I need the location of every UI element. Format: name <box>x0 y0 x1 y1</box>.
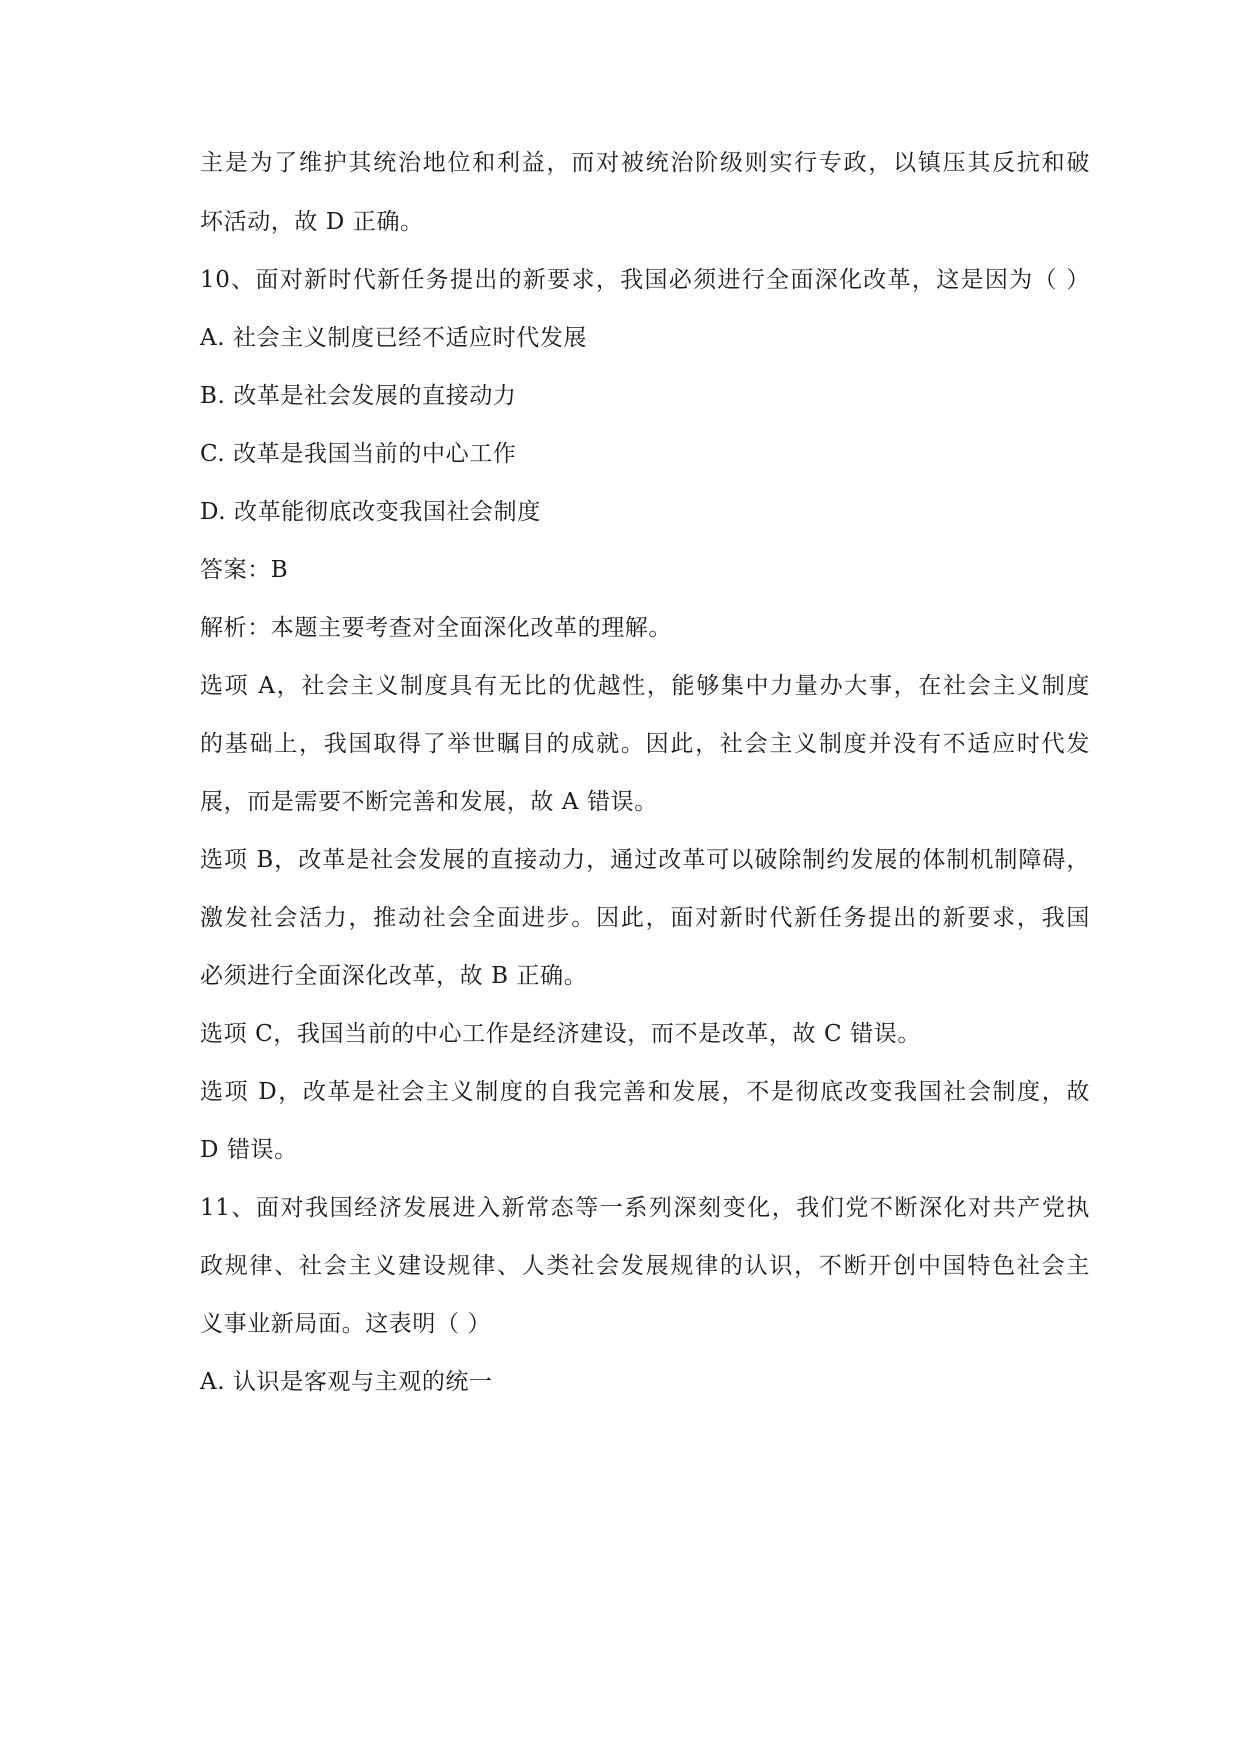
analysis-line: D 错误。 <box>200 1137 298 1163</box>
question-11-stem: 义事业新局面。这表明（ ） <box>200 1311 492 1337</box>
analysis-line: 激发社会活力，推动社会全面进步。因此，面对新时代新任务提出的新要求，我国 <box>200 905 1090 931</box>
question-11-stem: 政规律、社会主义建设规律、人类社会发展规律的认识，不断开创中国特色社会主 <box>200 1253 1090 1279</box>
analysis-line: 必须进行全面深化改革，故 B 正确。 <box>200 963 588 989</box>
text-line: 主是为了维护其统治地位和利益，而对被统治阶级则实行专政，以镇压其反抗和破 <box>200 150 1090 176</box>
option-a: A. 认识是客观与主观的统一 <box>200 1369 493 1395</box>
option-a: A. 社会主义制度已经不适应时代发展 <box>200 325 588 351</box>
analysis-line: 的基础上，我国取得了举世瞩目的成就。因此，社会主义制度并没有不适应时代发 <box>200 731 1090 757</box>
question-10-stem: 10、面对新时代新任务提出的新要求，我国必须进行全面深化改革，这是因为（ ） <box>200 267 1090 293</box>
analysis-line: 展，而是需要不断完善和发展，故 A 错误。 <box>200 789 658 815</box>
analysis-line: 选项 A，社会主义制度具有无比的优越性，能够集中力量办大事，在社会主义制度 <box>200 673 1090 699</box>
analysis-line: 选项 D，改革是社会主义制度的自我完善和发展，不是彻底改变我国社会制度，故 <box>200 1079 1090 1105</box>
question-11-stem: 11、面对我国经济发展进入新常态等一系列深刻变化，我们党不断深化对共产党执 <box>200 1195 1090 1221</box>
analysis-line: 选项 C，我国当前的中心工作是经济建设，而不是改革，故 C 错误。 <box>200 1021 921 1047</box>
analysis-intro: 解析：本题主要考查对全面深化改革的理解。 <box>200 615 672 641</box>
analysis-line: 选项 B，改革是社会发展的直接动力，通过改革可以破除制约发展的体制机制障碍， <box>200 847 1090 873</box>
option-d: D. 改革能彻底改变我国社会制度 <box>200 499 541 525</box>
option-c: C. 改革是我国当前的中心工作 <box>200 441 517 467</box>
option-b: B. 改革是社会发展的直接动力 <box>200 383 517 409</box>
answer-line: 答案：B <box>200 557 289 583</box>
text-line: 坏活动，故 D 正确。 <box>200 209 424 235</box>
